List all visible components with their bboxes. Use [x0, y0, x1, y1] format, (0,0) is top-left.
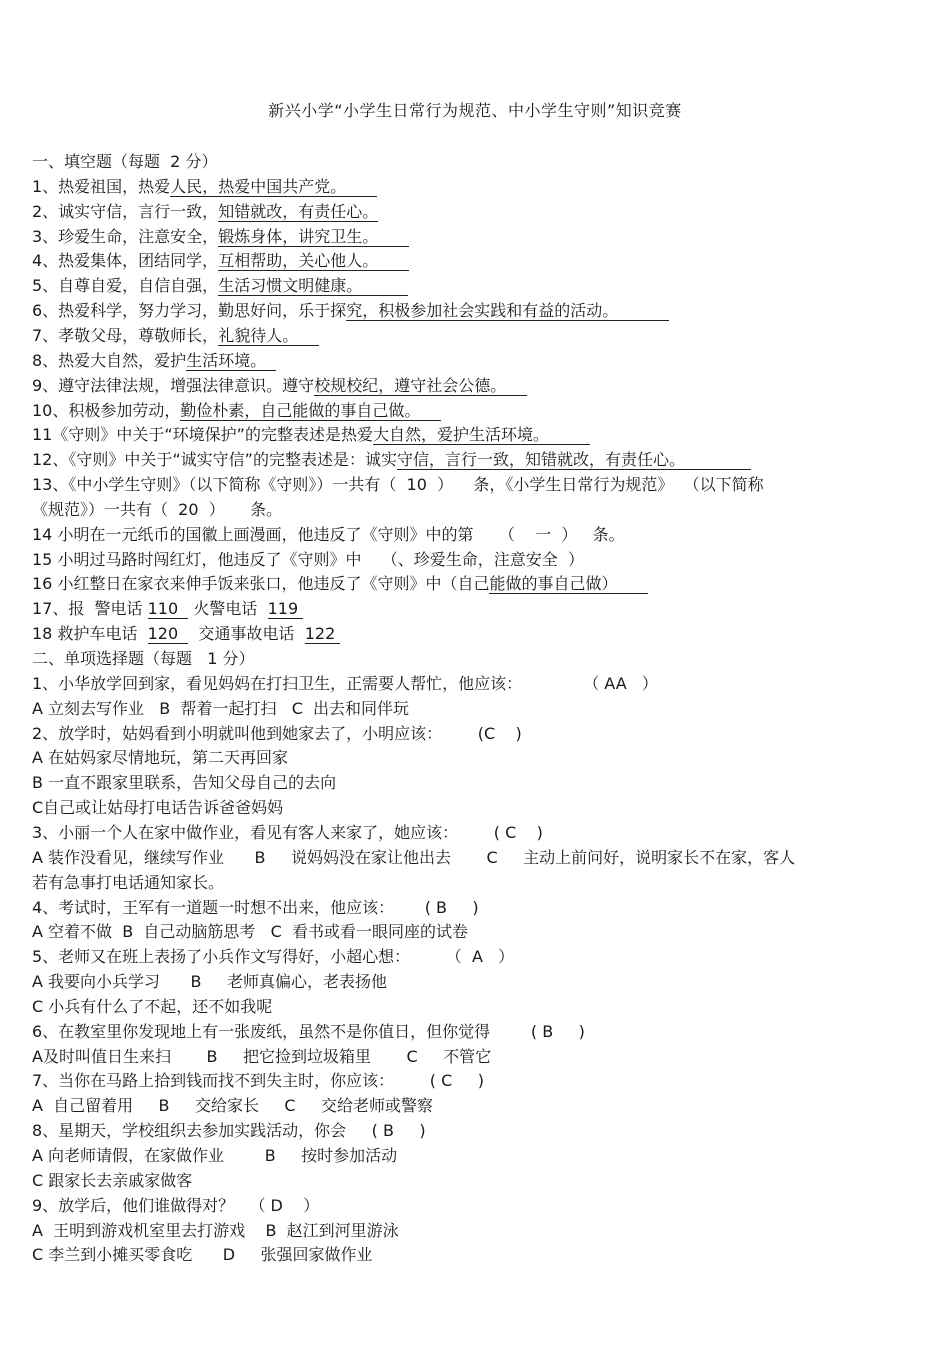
text-line	[32, 672, 912, 696]
text-line	[32, 796, 912, 820]
answer-underlined: 大自然，爱护生活环境。	[372, 425, 590, 445]
text-line	[32, 1144, 912, 1168]
answer-underlined: 110	[147, 599, 189, 619]
line-text: 17、报 警电话	[32, 599, 148, 619]
text-line	[32, 1219, 912, 1243]
answer-underlined: 守信，言行一致，知错就改，有责任心。	[396, 450, 752, 470]
line-text: 14 小明在一元纸币的国徽上画漫画，他违反了《守则》中的第 （ 一 ） 条。	[32, 524, 625, 544]
answer-underlined: 生活环境。	[186, 350, 277, 370]
text-line	[32, 324, 912, 348]
text-line	[32, 647, 912, 671]
text-line	[32, 697, 912, 721]
text-line	[32, 200, 912, 224]
text-line	[32, 175, 912, 199]
answer-underlined: 校规校纪，遵守社会公德。	[314, 375, 527, 395]
answer-underlined: 122	[304, 624, 341, 644]
text-line	[32, 771, 912, 795]
text-line	[32, 274, 912, 298]
line-text: 15 小明过马路时闯红灯，他违反了《守则》中 （、珍爱生命，注意安全 ）	[32, 549, 584, 569]
line-text: 6、热爱科学，努力学习，勤思好问，乐于探	[32, 301, 347, 321]
line-text: 1、热爱祖国，热爱	[32, 176, 171, 196]
text-line	[32, 1020, 912, 1044]
line-text: 9、放学后，他们谁做得对？ （ D ）	[32, 1195, 320, 1215]
line-text: 1、小华放学回到家，看见妈妈在打扫卫生，正需要人帮忙，他应该： （ AA ）	[32, 673, 658, 693]
line-text: 若有急事打电话通知家长。	[32, 872, 225, 892]
answer-underlined: 生活习惯文明健康。	[218, 276, 408, 296]
line-text: 13、《中小学生守则》（以下简称《守则》）一共有（ 10 ） 条，《小学生日常行为规范》 （以下简称	[32, 475, 764, 495]
line-text: 《规范》）一共有（ 20 ） 条。	[32, 499, 283, 519]
line-text: 7、当你在马路上拾到钱而找不到失主时，你应该： ( C )	[32, 1071, 484, 1091]
line-text: 11《守则》中关于“环境保护”的完整表述是热爱	[32, 425, 373, 445]
answer-underlined: 互相帮助，关心他人。	[218, 251, 409, 271]
line-text: 8、星期天，学校组织去参加实践活动，你会 ( B )	[32, 1121, 426, 1141]
line-text: A 我要向小兵学习 B 老师真偏心，老表扬他	[32, 972, 387, 992]
text-line	[32, 1119, 912, 1143]
line-text: A 自己留着用 B 交给家长 C 交给老师或警察	[32, 1096, 433, 1116]
text-line	[32, 150, 912, 174]
line-text: B 一直不跟家里联系，告知父母自己的去向	[32, 773, 337, 793]
text-line	[32, 896, 912, 920]
line-text: 3、小丽一个人在家中做作业，看见有客人来家了，她应该： ( C )	[32, 822, 543, 842]
answer-underlined: 礼貌待人。	[218, 325, 319, 345]
answer-underlined: 勤俭朴素，自己能做的事自己做。	[180, 400, 441, 420]
line-text: 一、填空题（每题 2 分）	[32, 152, 218, 171]
text-line	[32, 349, 912, 373]
text-line	[32, 846, 912, 870]
text-line	[32, 597, 912, 621]
line-text: A及时叫值日生来扫 B 把它捡到垃圾箱里 C 不管它	[32, 1046, 492, 1066]
text-line	[32, 1169, 912, 1193]
answer-underlined: 能做的事自己做）	[489, 574, 648, 594]
answer-underlined: 人民，热爱中国共产党。	[170, 176, 377, 196]
answer-underlined: 究，积极参加社会实践和有益的活动。	[346, 301, 670, 321]
text-line	[32, 374, 912, 398]
text-line	[32, 871, 912, 895]
line-text: 2、放学时，姑妈看到小明就叫他到她家去了，小明应该： (C )	[32, 723, 522, 743]
line-text: A 在姑妈家尽情地玩，第二天再回家	[32, 748, 289, 768]
line-text: A 装作没看见，继续写作业 B 说妈妈没在家让他出去 C 主动上前问好，说明家长不在家，客人	[32, 847, 796, 867]
text-line	[32, 399, 912, 423]
line-text: C 小兵有什么了不起，还不如我呢	[32, 996, 273, 1016]
line-text: 18 救护车电话	[32, 624, 148, 644]
text-line	[32, 1194, 912, 1218]
line-text: 二、单项选择题（每题 1 分）	[32, 649, 255, 668]
line-text: 16 小红整日在家衣来伸手饭来张口，他违反了《守则》中（自己	[32, 574, 490, 594]
text-line	[32, 945, 912, 969]
line-text: 4、热爱集体，团结同学，	[32, 251, 219, 271]
text-line	[32, 572, 912, 596]
line-text: C自己或让姑母打电话告诉爸爸妈妈	[32, 798, 284, 818]
text-line	[32, 1045, 912, 1069]
text-line	[32, 548, 912, 572]
text-line	[32, 523, 912, 547]
text-line	[32, 995, 912, 1019]
line-text: 10、积极参加劳动，	[32, 400, 181, 420]
page-title: 新兴小学“小学生日常行为规范、中小学生守则”知识竞赛	[268, 101, 682, 120]
line-text: 8、热爱大自然，爱护	[32, 350, 187, 370]
text-line	[32, 920, 912, 944]
line-text: 9、遵守法律法规，增强法律意识。遵守	[32, 375, 315, 395]
text-line	[32, 498, 912, 522]
answer-underlined: 120	[147, 624, 189, 644]
line-text: 火警电话	[188, 599, 268, 619]
line-text: 7、孝敬父母，尊敬师长，	[32, 325, 219, 345]
text-line	[32, 722, 912, 746]
text-line	[32, 970, 912, 994]
text-line	[32, 299, 912, 323]
text-line	[32, 225, 912, 249]
text-line	[32, 1069, 912, 1093]
text-line	[32, 1243, 912, 1267]
text-line	[32, 821, 912, 845]
line-text: C 李兰到小摊买零食吃 D 张强回家做作业	[32, 1245, 373, 1265]
line-text: 5、自尊自爱，自信自强，	[32, 276, 219, 296]
line-text: 2、诚实守信，言行一致，	[32, 201, 219, 221]
text-line	[32, 622, 912, 646]
text-line	[32, 423, 912, 447]
text-line	[32, 1094, 912, 1118]
answer-underlined: 锻炼身体，讲究卫生。	[218, 226, 409, 246]
text-line	[32, 448, 912, 472]
line-text: 3、珍爱生命，注意安全，	[32, 226, 219, 246]
answer-underlined: 知错就改，有责任心。	[218, 201, 379, 221]
line-text: A 向老师请假，在家做作业 B 按时参加活动	[32, 1146, 398, 1165]
text-line	[32, 249, 912, 273]
line-text: C 跟家长去亲戚家做客	[32, 1170, 193, 1190]
line-text: 6、在教室里你发现地上有一张废纸，虽然不是你值日，但你觉得 ( B )	[32, 1021, 585, 1041]
line-text: 5、老师又在班上表扬了小兵作文写得好，小超心想： （ A ）	[32, 947, 515, 967]
line-text: A 空着不做 B 自己动脑筋思考 C 看书或看一眼同座的试卷	[32, 922, 468, 942]
answer-underlined: 119	[267, 599, 304, 619]
line-text: 4、考试时，王军有一道题一时想不出来，他应该： ( B )	[32, 897, 479, 917]
line-text: A 立刻去写作业 B 帮着一起打扫 C 出去和同伴玩	[32, 698, 410, 718]
text-line	[32, 746, 912, 770]
text-line	[32, 473, 912, 497]
line-text: A 王明到游戏机室里去打游戏 B 赵江到河里游泳	[32, 1220, 399, 1240]
line-text: 12、《守则》中关于“诚实守信”的完整表述是：诚实	[32, 450, 397, 470]
line-text: 交通事故电话	[188, 624, 305, 644]
